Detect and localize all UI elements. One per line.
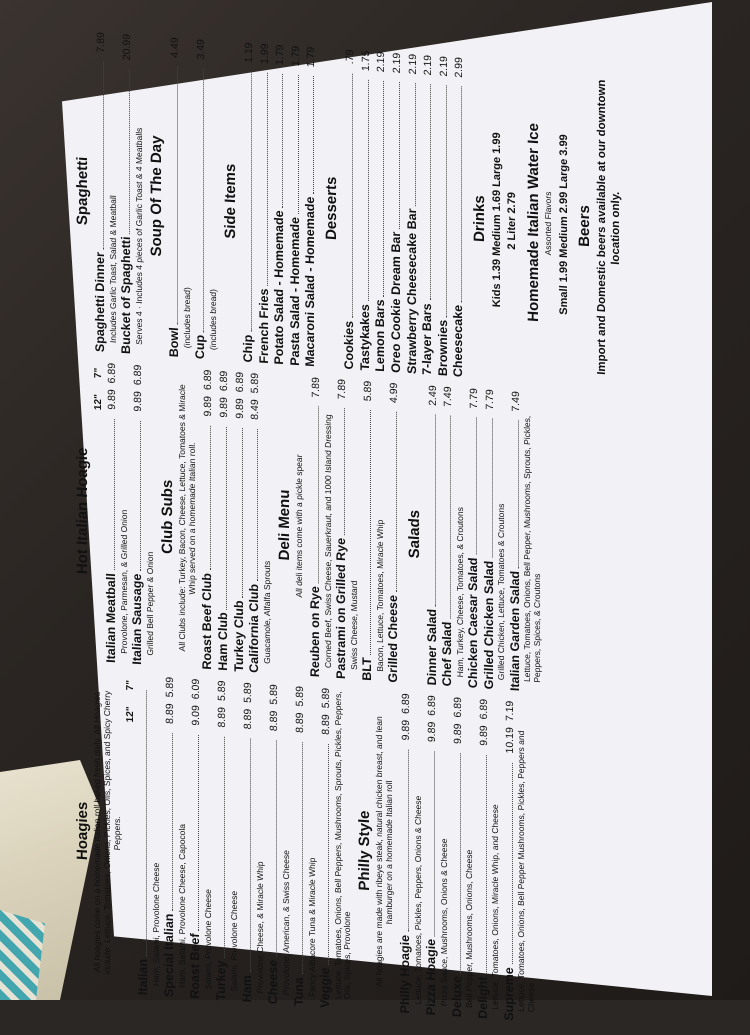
menu-item-row: [119, 33, 135, 354]
menu-item-name: Tastykakes: [357, 303, 372, 372]
leader-dots: [251, 72, 252, 332]
menu-item-name: Tuna: [292, 976, 307, 1007]
leader-dots: [257, 429, 258, 581]
menu-item-price-large: 10.19: [503, 726, 516, 754]
leader-dots: [242, 428, 243, 598]
menu-item-name: California Club: [247, 583, 262, 674]
leader-dots: [368, 80, 369, 301]
menu-item-description: Includes Garlic Toast, Salad & Meatball: [107, 194, 118, 344]
hoagies-heading: Hoagies: [74, 801, 91, 861]
leader-dots: [486, 755, 487, 974]
sides-list: [241, 42, 319, 367]
menu-item-name: Brownies: [435, 319, 450, 377]
menu-item-price-large: 8.89: [164, 703, 177, 725]
menu-item-description: Guacamole, Alfalfa Sprouts: [261, 560, 272, 665]
menu-item-price-small: 5.89: [249, 372, 262, 394]
menu-item-price: 2.49: [426, 384, 439, 407]
menu-item-name: Roast Beef Club: [200, 572, 215, 671]
menu-item-price-small: 5.89: [242, 682, 255, 704]
leader-dots: [129, 69, 130, 233]
menu-item-name: Cookies: [342, 320, 356, 370]
leader-dots: [399, 82, 400, 229]
menu-item-price: 2.19: [406, 53, 419, 75]
menu-item-name: Veggie: [318, 967, 333, 1009]
menu-item-row: [360, 380, 376, 681]
menu-item-name: Italian Meatball: [104, 572, 118, 664]
menu-item-name: Grilled Chicken Salad: [481, 560, 496, 690]
menu-item-row: [162, 676, 178, 997]
menu-item-name: Chicken Caesar Salad: [466, 557, 481, 689]
hoagie-list: [136, 675, 352, 1010]
leader-dots: [177, 67, 178, 325]
menu-item-name: Bowl: [166, 326, 181, 358]
menu-item-name: Spaghetti Dinner: [93, 251, 107, 353]
menu-item-description: Fancy Albacore Tuna & Miracle Whip: [306, 857, 317, 998]
menu-item-price: 7.79: [468, 387, 481, 410]
leader-dots: [328, 744, 329, 965]
menu-item-row: [303, 46, 319, 367]
menu-item-name: Chip: [240, 334, 255, 363]
menu-item-row: [93, 32, 109, 353]
menu-item-name: BLT: [360, 656, 375, 682]
menu-item-price: 2.19: [422, 54, 435, 76]
menu-item-row: [386, 382, 402, 683]
menu-item-price-small: 6.89: [106, 362, 118, 384]
menu-item-description: Grilled Bell Pepper & Onion: [144, 551, 155, 656]
menu-item-price-large: 9.89: [451, 723, 464, 745]
menu-item-row: [167, 37, 183, 358]
menu-item-description: Pizza Sauce, Mushrooms, Onions & Cheese: [438, 838, 449, 1007]
menu-item-description: Salami, Provolone Cheese: [228, 890, 239, 992]
menu-item-row: [193, 39, 209, 360]
menu-item-description: Lettuce, Tomatoes, Pickles, Peppers, Onions & Cheese: [412, 795, 423, 1005]
menu-item-name: Pastrami on Grilled Rye: [334, 537, 349, 680]
menu-content: [70, 30, 710, 1035]
menu-item-name: Ham: [240, 974, 255, 1003]
menu-item-description: (includes bread): [181, 286, 192, 349]
menu-item-description: Provolone Cheese, & Miracle Whip: [254, 861, 265, 994]
menu-item-name: Italian Sausage: [129, 573, 144, 666]
leader-dots: [224, 737, 225, 958]
menu-item-price-large: 9.89: [477, 724, 490, 747]
menu-item-name: Cheese: [266, 959, 281, 1005]
menu-item-price-large: 9.89: [106, 388, 118, 411]
leader-dots: [226, 427, 227, 610]
club-note: All Clubs include: Turkey, Bacon, Cheese, Lettuce, Tomatoes & Miracle Whip served on a homemade Italian roll.: [176, 383, 197, 652]
menu-item-description: Ham, Turkey, Cheese, Tomatoes, & Croutons: [454, 506, 465, 678]
menu-item-row: [200, 369, 216, 670]
menu-item-price-small: 5.89: [294, 685, 307, 707]
menu-item-row: [272, 44, 288, 365]
menu-item-description: Lettuce, Tomatoes, Onions, Miracle Whip, and Cheese: [490, 804, 501, 1011]
menu-item-price: 2.19: [390, 52, 403, 74]
menu-item-row: [420, 54, 436, 375]
menu-item-name: 7-layer Bars: [420, 302, 435, 376]
menu-item-row: [318, 687, 334, 1008]
leader-dots: [313, 76, 314, 193]
menu-item-row: [214, 680, 230, 1001]
soup-list: [167, 37, 218, 361]
menu-item-name: Lemon Bars: [373, 298, 388, 373]
menu-item-row: [424, 695, 440, 1016]
menu-item-description: Ham, Salami, Provolone Cheese: [150, 862, 161, 987]
menu-item-row: [292, 686, 308, 1007]
menu-item-description: Bell Pepper, Mushrooms, Onions, Cheese: [464, 849, 475, 1009]
menu-item-price: 2.19: [437, 55, 450, 77]
menu-item-description: Ham, Salami, Provolone Cheese, Capocola: [176, 823, 187, 989]
menu-item-price-large: 8.89: [294, 712, 307, 734]
menu-item-price-small: 6.89: [233, 371, 246, 393]
beers-text: Import and Domestic beers available at our downtown location only.: [595, 79, 623, 376]
leader-dots: [434, 751, 435, 936]
menu-item-name: Cheesecake: [451, 304, 466, 378]
soup-heading: Soup Of The Day: [147, 135, 165, 258]
menu-item-price-large: 8.49: [249, 398, 262, 421]
menu-item-row: [450, 697, 466, 1018]
menu-item-price: 5.89: [362, 380, 375, 402]
spaghetti-heading: Spaghetti: [74, 156, 91, 226]
menu-item-name: Italian: [136, 958, 151, 996]
panel-subs: [70, 360, 710, 705]
menu-item-price-large: 8.89: [216, 706, 229, 728]
leader-dots: [460, 753, 461, 973]
menu-item-description: Serves 4 · Includes 4 pieces of Garlic Toast & 4 Meatballs: [133, 127, 144, 346]
philly-heading: Philly Style: [356, 810, 374, 892]
menu-item-name: Oreo Cookie Dream Bar: [388, 231, 403, 374]
menu-item-price: 2.19: [375, 51, 388, 73]
menu-item-name: Strawberry Cheesecake Bar: [404, 208, 419, 375]
menu-item-name: Turkey Club: [231, 599, 246, 673]
water-ice-heading: Homemade Italian Water Ice: [524, 122, 542, 323]
menu-item-price-small: 5.89: [320, 687, 333, 709]
desserts-heading: Desserts: [323, 176, 340, 241]
menu-item-price-large: 8.89: [268, 710, 281, 732]
menu-item-price: 4.99: [387, 382, 400, 404]
menu-item-row: [247, 372, 263, 673]
menu-item-description: Bacon, Lettuce, Tomatoes, Miracle Whip: [374, 519, 385, 673]
menu-item-price-small: 6.89: [425, 694, 438, 717]
menu-item-name: Macaroni Salad - Homemade: [303, 196, 318, 368]
menu-item-row: [130, 364, 146, 665]
sides-heading: Side Items: [221, 163, 239, 240]
menu-item-row: [334, 378, 350, 679]
leader-dots: [250, 738, 251, 972]
menu-item-name: Delight: [475, 976, 490, 1020]
menu-item-row: [398, 693, 414, 1014]
menu-item-row: [466, 388, 482, 689]
menu-item-price: 7.89: [310, 376, 323, 399]
leader-dots: [450, 416, 451, 619]
menu-item-row: [389, 52, 405, 373]
menu-item-row: [257, 43, 273, 364]
menu-item-description: Grilled Chicken, Lettuce, Tomatoes & Croutons: [496, 503, 507, 681]
menu-item-description: Lettuce, Tomatoes, Onions, Bell Peppers, Mushrooms, Sprouts, Pickles, Peppers, Oils, Spices, Provolone: [332, 690, 353, 1000]
spaghetti-list: [93, 32, 144, 356]
menu-item-description: Swiss Cheese, Mustard: [348, 580, 359, 671]
leader-dots: [383, 81, 384, 296]
drinks-sizes: Kids 1.39 Medium 1.69 Large 1.99: [491, 132, 503, 308]
menu-item-name: Roast Beef: [188, 932, 203, 1000]
leader-dots: [203, 69, 204, 332]
leader-dots: [210, 426, 211, 571]
leader-dots: [103, 62, 104, 250]
menu-item-price: 3.49: [194, 38, 207, 61]
leader-dots: [172, 733, 173, 911]
leader-dots: [446, 86, 447, 317]
menu-item-price-large: 9.89: [425, 721, 438, 743]
leader-dots: [302, 742, 303, 974]
menu-item-price: 1.79: [305, 46, 318, 68]
menu-item-description: Salami, Provolone Cheese: [202, 888, 213, 990]
leader-dots: [198, 735, 199, 931]
philly-list: [398, 693, 536, 1023]
deli-list: [308, 377, 402, 684]
leader-dots: [430, 85, 431, 301]
deli-heading: Deli Menu: [276, 489, 294, 562]
menu-item-row: [241, 42, 257, 363]
menu-item-price-large: 9.89: [202, 395, 215, 417]
menu-item-name: Deluxe: [449, 975, 464, 1018]
menu-item-name: Chef Salad: [440, 621, 455, 687]
drinks-liter: 2 Liter 2.79: [506, 191, 519, 251]
menu-item-row: [288, 45, 304, 366]
menu-item-price: 7.79: [483, 388, 496, 411]
menu-item-price: 2.99: [453, 56, 466, 79]
hot-italian-sizes: 12" 7": [93, 367, 104, 411]
hoagies-sizes: 12" 7": [125, 679, 137, 723]
menu-item-row: [240, 682, 256, 1003]
menu-item-description: Provolone, Parmesan, & Grilled Onion: [118, 509, 129, 655]
leader-dots: [408, 750, 409, 933]
salad-list: [425, 385, 543, 693]
menu-item-row: [104, 362, 120, 663]
menu-item-row: [436, 56, 452, 377]
menu-item-name: Reuben on Rye: [308, 585, 323, 678]
leader-dots: [396, 412, 397, 592]
menu-item-name: Dinner Salad: [424, 608, 439, 686]
hot-italian-list: [104, 362, 155, 666]
menu-item-description: Corned Beef, Swiss Cheese, Sauerkraut, and 1000 Island Dressing: [322, 413, 333, 669]
menu-item-name: Italian Garden Salad: [507, 570, 522, 692]
menu-item-row: [482, 389, 498, 690]
menu-item-row: [451, 57, 467, 378]
leader-dots: [461, 87, 462, 302]
water-ice-sub: Assorted Flavors: [542, 191, 553, 256]
menu-item-price: 7.49: [509, 390, 522, 413]
drinks-heading: Drinks: [471, 194, 488, 243]
leader-dots: [267, 73, 268, 286]
menu-item-row: [373, 51, 389, 372]
leader-dots: [476, 418, 477, 555]
leader-dots: [415, 84, 416, 206]
menu-item-name: Potato Salad - Homemade: [272, 209, 287, 366]
menu-item-name: French Fries: [256, 288, 271, 365]
menu-item-description: (includes bread): [207, 288, 218, 351]
menu-item-price: 1.19: [242, 42, 255, 64]
menu-item-row: [266, 684, 282, 1005]
leader-dots: [344, 409, 345, 536]
leader-dots: [435, 415, 436, 606]
menu-item-row: [136, 675, 152, 996]
club-heading: Club Subs: [158, 479, 176, 555]
menu-item-row: [508, 391, 524, 692]
menu-item-row: [476, 698, 492, 1019]
menu-item-price: 1.99: [258, 43, 271, 65]
menu-item-row: [405, 53, 421, 374]
menu-item-price: 1.79: [289, 45, 302, 67]
menu-item-price-small: 5.89: [268, 683, 281, 706]
menu-item-price-small: 5.89: [164, 676, 177, 698]
menu-item-row: [216, 370, 232, 671]
menu-item-price: 4.49: [168, 36, 181, 59]
menu-item-price-large: 8.89: [242, 708, 255, 730]
leader-dots: [518, 421, 519, 568]
menu-item-name: Supreme: [501, 966, 516, 1022]
leader-dots: [352, 73, 353, 318]
menu-item-price-small: 7.19: [503, 700, 516, 722]
desserts-list: [342, 49, 467, 378]
menu-item-price-large: 9.89: [218, 396, 231, 419]
hoagies-note: All hoagies come on a homemade Italian roll baked fresh daily. All Hoagies include: Lettuce, Tomatoes, Onions, Pickles, Oils, Spices, and Spicy Cherry Peppers.: [92, 690, 122, 975]
menu-item-price-small: 6.89: [399, 693, 412, 715]
menu-item-price-large: 8.89: [320, 713, 333, 736]
menu-item-description: Provolone, American, & Swiss Cheese: [280, 849, 291, 996]
menu-item-price-large: 9.89: [233, 397, 246, 420]
deli-note: All deli items come with a pickle spear: [294, 454, 305, 598]
menu-item-name: Bucket of Spaghetti: [118, 236, 133, 355]
menu-item-name: Turkey: [214, 960, 229, 1002]
menu-item-name: Ham Club: [216, 611, 231, 672]
hot-italian-heading: Hot Italian Hoagie: [74, 446, 91, 575]
menu-item-name: Philly Hoagie: [397, 934, 412, 1014]
menu-item-price-small: 6.89: [218, 370, 231, 392]
menu-item-row: [358, 50, 374, 371]
beers-heading: Beers: [575, 204, 593, 248]
leader-dots: [370, 410, 371, 654]
leader-dots: [492, 419, 493, 558]
menu-item-price: 7.89: [95, 31, 107, 54]
water-ice-sizes: Small 1.99 Medium 2.99 Large 3.99: [557, 133, 570, 316]
menu-item-price: 1.75: [359, 50, 372, 72]
menu-item-name: Pizza Hoagie: [423, 938, 438, 1016]
menu-item-price-large: 9.09: [190, 704, 203, 727]
leader-dots: [282, 74, 283, 207]
leader-dots: [114, 419, 115, 571]
philly-note: All hoagies are made with ribeye steak, natural chicken breast, and lean hamburger on a homemade Italian roll: [374, 715, 395, 988]
menu-item-row: [232, 371, 248, 672]
menu-item-description: Lettuce, Tomatoes, Onions, Bell Pepper Mushrooms, Pickles, Peppers and Cheese: [516, 730, 536, 1013]
menu-item-row: [502, 700, 518, 1021]
menu-item-name: Pasta Salad - Homemade: [287, 216, 302, 367]
menu-item-price-large: 9.89: [131, 390, 144, 413]
menu-item-price: 20.99: [120, 33, 133, 61]
menu-item-name: Grilled Cheese: [385, 594, 400, 684]
leader-dots: [140, 421, 141, 571]
leader-dots: [276, 740, 277, 957]
menu-item-price: 1.79: [274, 44, 287, 66]
leader-dots: [146, 690, 147, 956]
menu-item-price-small: 5.89: [216, 680, 229, 702]
menu-item-name: Cup: [192, 334, 207, 360]
menu-item-price-small: 6.89: [202, 369, 215, 391]
menu-item-price-small: 6.89: [131, 364, 144, 386]
menu-item-price-small: 6.89: [477, 698, 490, 720]
menu-item-price-small: 6.89: [451, 696, 464, 718]
menu-item-price: 7.49: [442, 386, 455, 408]
menu-item-price: 7.89: [336, 378, 349, 400]
leader-dots: [512, 763, 513, 965]
club-list: [200, 369, 272, 674]
menu-item-price-small: 6.09: [190, 678, 203, 700]
menu-item-description: Lettuce, Tomatoes, Onions, Bell Pepper, Mushrooms, Sprouts, Pickles, Peppers, Spices, & Croutons: [522, 415, 542, 683]
panel-extras: [70, 30, 710, 395]
menu-item-price-large: 9.89: [399, 719, 412, 741]
menu-item-row: [440, 386, 456, 687]
menu-item-row: [308, 377, 324, 678]
salads-heading: Salads: [405, 509, 423, 559]
menu-item-row: [425, 385, 441, 686]
menu-item-row: [342, 49, 358, 370]
leader-dots: [318, 407, 319, 584]
menu-item-row: [188, 678, 204, 999]
leader-dots: [298, 75, 299, 214]
menu-item-price: .79: [344, 49, 356, 65]
menu-item-name: Special Italian: [162, 913, 177, 998]
panel-hoagies: [70, 670, 710, 1035]
